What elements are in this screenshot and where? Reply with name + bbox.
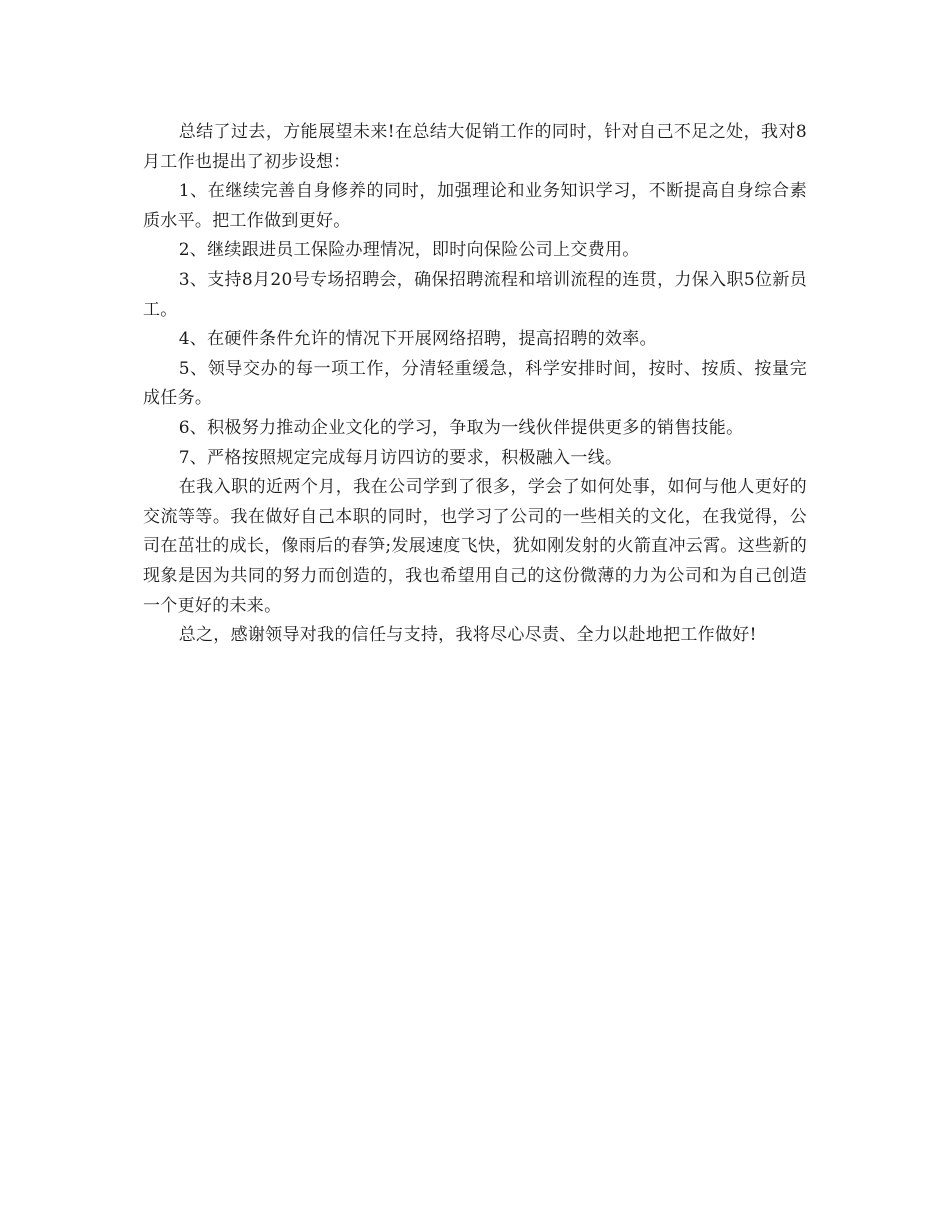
paragraph-item-3: 3、支持8月20号专场招聘会，确保招聘流程和培训流程的连贯，力保入职5位新员工。 [143, 269, 807, 320]
paragraph-item-5: 5、领导交办的每一项工作，分清轻重缓急，科学安排时间，按时、按质、按量完成任务。 [143, 358, 807, 409]
document-body [143, 118, 807, 651]
paragraph-item-6: 6、积极努力推动企业文化的学习，争取为一线伙伴提供更多的销售技能。 [178, 417, 744, 438]
paragraph-conclusion: 总之，感谢领导对我的信任与支持，我将尽心尽责、全力以赴地把工作做好! [178, 625, 757, 646]
paragraph-item-2: 2、继续跟进员工保险办理情况，即时向保险公司上交费用。 [178, 240, 640, 261]
paragraph-intro: 总结了过去，方能展望未来!在总结大促销工作的同时，针对自己不足之处，我对8月工作也提出了初步设想： [143, 122, 807, 172]
paragraph-item-1: 1、在继续完善自身修养的同时，加强理论和业务知识学习，不断提高自身综合素质水平。把工作做到更好。 [143, 181, 807, 231]
paragraph-item-4: 4、在硬件条件允许的情况下开展网络招聘，提高招聘的效率。 [178, 329, 657, 350]
paragraph-reflection: 在我入职的近两个月，我在公司学到了很多，学会了如何处事，如何与他人更好的交流等等。我在做好自己本职的同时，也学习了公司的一些相关的文化，在我觉得，公司在茁壮的成长，像雨后的春笋;发展速度飞快，犹如刚发射的火箭直冲云霄。这些新的现象是因为共同的努力而创造的，我也希望用自己的这份微薄的力为公司和为自己创造一个更好的未来。 [143, 477, 807, 616]
paragraph-item-7: 7、严格按照规定完成每月访四访的要求，积极融入一线。 [178, 447, 623, 468]
